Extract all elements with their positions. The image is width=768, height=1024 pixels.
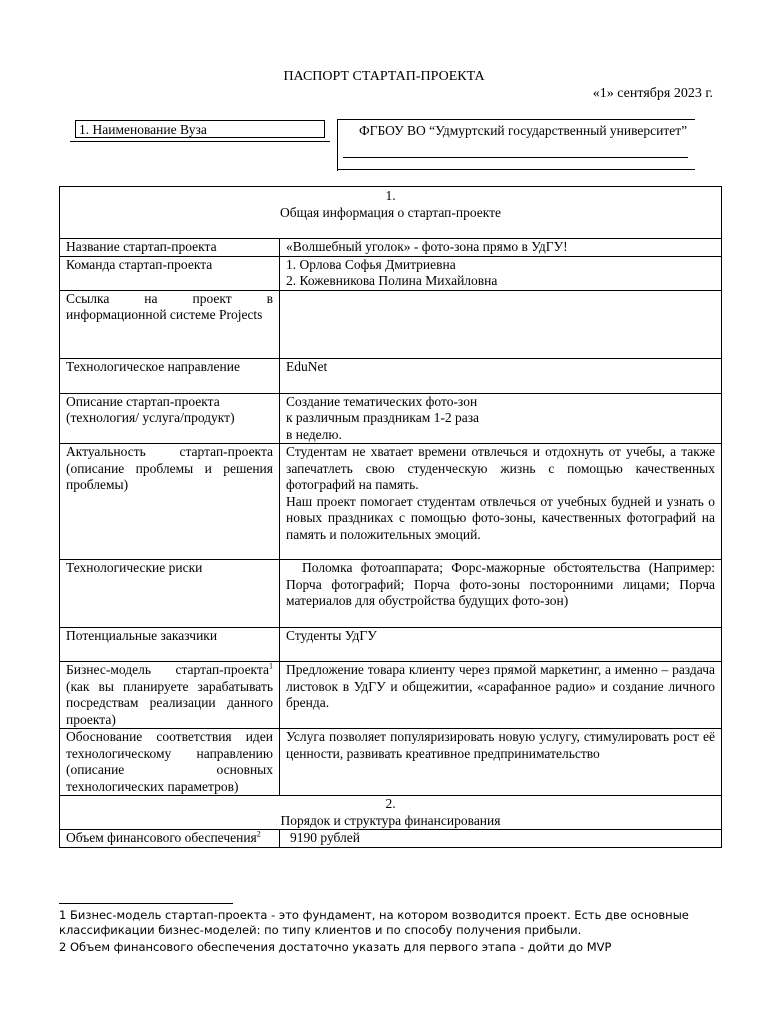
document-title: ПАСПОРТ СТАРТАП-ПРОЕКТА [283, 69, 485, 84]
footnote-text: Объем финансового обеспечения достаточно указать для первого этапа - дойти до MVP [69, 940, 612, 954]
footnote-number: 1 [59, 908, 67, 922]
section-1-header [60, 187, 722, 239]
team-member: 2. Кожевникова Полина Михайловна [286, 273, 498, 288]
footnote-number: 2 [59, 940, 67, 954]
table-row [60, 290, 722, 358]
relevance-value [280, 444, 722, 560]
startup-passport-table [59, 186, 722, 848]
risks-value: Поломка фотоаппарата; Форс-мажорные обстоятельства (Например: Порча фотографий; Порча фото-зоны посторонними лицами; Порча материалов для обустройства будущих фото-зон) [280, 560, 722, 628]
university-value-topline [337, 119, 695, 120]
section-2-header-row [60, 796, 722, 830]
link-value [280, 290, 722, 358]
name-label: Название стартап-проекта [60, 239, 280, 257]
risks-label: Технологические риски [60, 560, 280, 628]
university-divider [337, 119, 338, 171]
funding-label [60, 830, 280, 848]
footnote-ref-1: 1 [269, 661, 273, 671]
funding-value: 9190 рублей [280, 830, 722, 848]
section-2-title: Порядок и структура финансирования [280, 812, 501, 828]
relevance-paragraph: Студентам не хватает времени отвлечься и отдохнуть от учебы, а также запечатлеть свою студенческую жизнь с помощью качественных фотографий на память. [286, 444, 715, 492]
table-row [60, 393, 722, 444]
section-1-title: Общая информация о стартап-проекте [279, 204, 502, 220]
business-model-label [60, 662, 280, 729]
direction-value: EduNet [280, 358, 722, 393]
section-2-header [60, 796, 722, 830]
university-value-bottomline [337, 169, 695, 170]
table-row [60, 256, 722, 290]
business-model-value: Предложение товара клиенту через прямой маркетинг, а именно – раздача листовок в УдГУ и общежитии, «сарафанное радио» и создание личного бренда. [280, 662, 722, 729]
funding-label-text: Объем финансового обеспечения [66, 830, 257, 845]
table-row [60, 729, 722, 796]
footnote-ref-2: 2 [256, 829, 261, 839]
name-value: «Волшебный уголок» - фото-зона прямо в УдГУ! [280, 239, 722, 257]
section-1-header-row [60, 187, 722, 239]
description-value: Создание тематических фото-зон к различным праздникам 1-2 раза в неделю. [280, 393, 722, 444]
university-value: ФГБОУ ВО “Удмуртский государственный университет” [359, 123, 688, 138]
footnote-text: Бизнес-модель стартап-проекта - это фундамент, на котором возводится проект. Есть две основные классификации бизнес-моделей: по типу клиентов и по способу получения прибыли. [59, 908, 689, 937]
section-1-number: 1. [385, 188, 396, 203]
relevance-label: Актуальность стартап-проекта (описание проблемы и решения проблемы) [60, 444, 280, 560]
link-label: Ссылка на проект в информационной системе Projects [60, 290, 280, 358]
table-row [60, 444, 722, 560]
team-value [280, 256, 722, 290]
table-row [60, 560, 722, 628]
footnote-2 [59, 940, 699, 955]
university-label: 1. Наименование Вуза [75, 120, 325, 138]
customers-label: Потенциальные заказчики [60, 628, 280, 662]
team-label: Команда стартап-проекта [60, 256, 280, 290]
justification-value: Услуга позволяет популяризировать новую услугу, стимулировать рост её ценности, развивать креативное предпринимательство [280, 729, 722, 796]
table-row [60, 830, 722, 848]
customers-value: Студенты УдГУ [280, 628, 722, 662]
university-value-underline [343, 157, 688, 158]
relevance-paragraph: Наш проект помогает студентам отвлечься от учебных будней и узнать о новых праздниках с помощью фото-зоны, качественных фотографий на память и положительных эмоций. [286, 493, 715, 542]
description-label: Описание стартап-проекта (технология/ услуга/продукт) [60, 393, 280, 444]
direction-label: Технологическое направление [60, 358, 280, 393]
section-2-number: 2. [385, 796, 396, 811]
business-model-label-text: Бизнес-модель стартап-проекта [66, 662, 269, 677]
footnote-separator [59, 903, 233, 904]
document-date: «1» сентября 2023 г. [592, 86, 713, 101]
university-label-underline [70, 141, 330, 142]
table-row [60, 239, 722, 257]
table-row [60, 358, 722, 393]
university-block [70, 119, 695, 171]
business-model-label-rest: (как вы планируете зарабатывать посредствам реализации данного проекта) [66, 678, 273, 727]
table-row [60, 662, 722, 729]
footnote-1 [59, 908, 699, 938]
team-member: 1. Орлова Софья Дмитриевна [286, 256, 456, 272]
justification-label: Обоснование соответствия идеи технологическому направлению (описание основных технологических параметров) [60, 729, 280, 796]
table-row [60, 628, 722, 662]
